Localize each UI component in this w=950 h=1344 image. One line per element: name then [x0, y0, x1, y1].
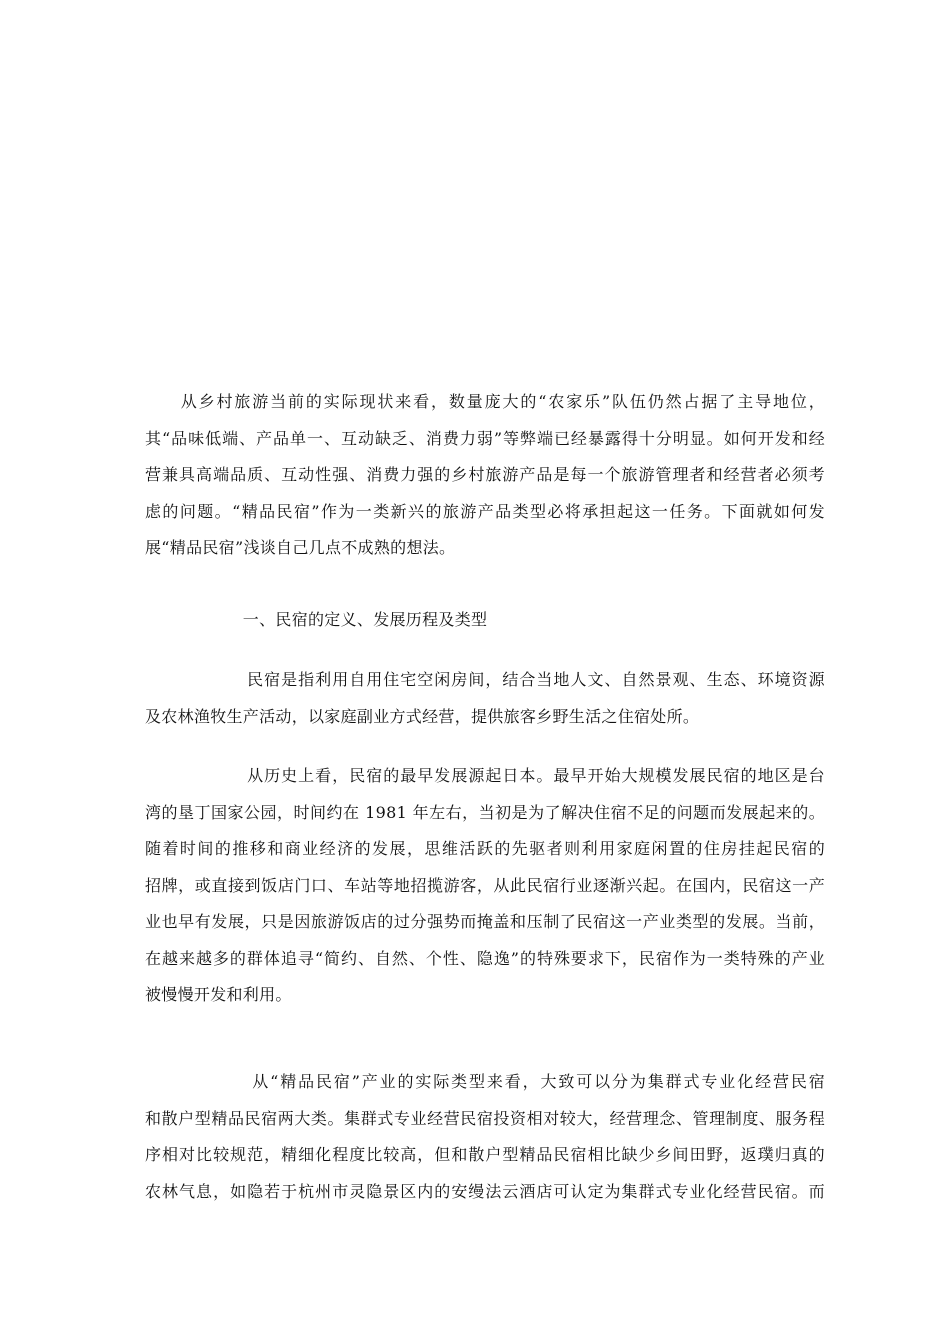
text-line: 从历史上看，民宿的最早发展源起日本。最早开始大规模发展民宿的地区是台 — [145, 766, 825, 785]
text-line: 从“精品民宿”产业的实际类型来看，大致可以分为集群式专业化经营民宿 — [145, 1072, 825, 1091]
text-line: 农林气息，如隐若于杭州市灵隐景区内的安缦法云酒店可认定为集群式专业化经营民宿。而 — [145, 1181, 825, 1201]
text-line: 营兼具高端品质、互动性强、消费力强的乡村旅游产品是每一个旅游管理者和经营者必须考 — [145, 465, 825, 484]
definition-paragraph — [145, 662, 825, 735]
section-heading-block — [145, 602, 825, 639]
text-line: 展“精品民宿”浅谈自己几点不成熟的想法。 — [145, 538, 456, 557]
text-line: 招牌，或直接到饭店门口、车站等地招揽游客，从此民宿行业逐渐兴起。在国内，民宿这一产 — [145, 875, 825, 895]
intro-paragraph — [145, 384, 825, 567]
text-line: 从乡村旅游当前的实际现状来看，数量庞大的“农家乐”队伍仍然占据了主导地位， — [145, 392, 825, 411]
text-line: 虑的问题。“精品民宿”作为一类新兴的旅游产品类型必将承担起这一任务。下面就如何发 — [145, 501, 825, 521]
text-line: 民宿是指利用自用住宅空闲房间，结合当地人文、自然景观、生态、环境资源 — [145, 670, 825, 689]
text-line: 在越来越多的群体追寻“简约、自然、个性、隐逸”的特殊要求下，民宿作为一类特殊的产业 — [145, 948, 825, 968]
history-paragraph — [145, 758, 825, 1014]
section-heading: 一、民宿的定义、发展历程及类型 — [145, 610, 488, 629]
types-paragraph — [145, 1064, 825, 1210]
text-line: 及农林渔牧生产活动，以家庭副业方式经营，提供旅客乡野生活之住宿处所。 — [145, 706, 700, 726]
text-line: 其“品味低端、产品单一、互动缺乏、消费力弱”等弊端已经暴露得十分明显。如何开发和经 — [145, 428, 825, 448]
text-line: 随着时间的推移和商业经济的发展，思维活跃的先驱者则利用家庭闲置的住房挂起民宿的 — [145, 839, 825, 858]
text-line: 业也早有发展，只是因旅游饭店的过分强势而掩盖和压制了民宿这一产业类型的发展。当前， — [145, 912, 825, 931]
text-line: 序相对比较规范，精细化程度比较高，但和散户型精品民宿相比缺少乡间田野，返璞归真的 — [145, 1145, 825, 1164]
text-line: 被慢慢开发和利用。 — [145, 985, 292, 1004]
text-line: 湾的垦丁国家公园，时间约在 1981 年左右，当初是为了解决住宿不足的问题而发展起来的。 — [145, 802, 825, 822]
text-line: 和散户型精品民宿两大类。集群式专业经营民宿投资相对较大，经营理念、管理制度、服务程 — [145, 1108, 825, 1128]
